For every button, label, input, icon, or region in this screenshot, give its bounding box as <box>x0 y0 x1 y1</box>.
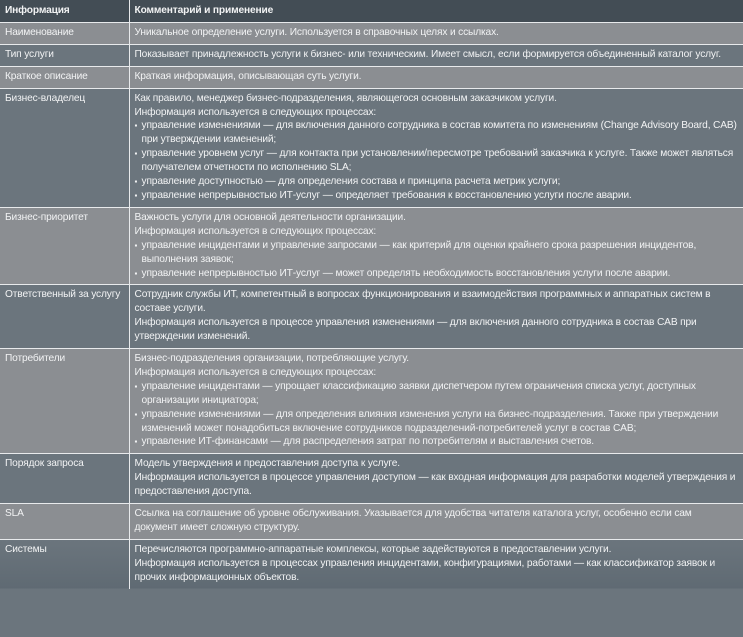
row-comment <box>129 66 743 88</box>
row-comment <box>129 504 743 540</box>
comment-bullet-item <box>135 147 738 175</box>
comment-line: Информация используется в следующих процессах: <box>134 225 377 237</box>
row-field-name: Бизнес-владелец <box>0 88 129 207</box>
row-field-name: Системы <box>0 539 129 588</box>
comment-line: Информация используется в следующих процессах: <box>134 366 377 378</box>
row-field-name: Бизнес-приоритет <box>0 207 129 285</box>
table-row <box>0 349 743 454</box>
bullet-icon: ▪ <box>134 437 138 447</box>
table-row <box>0 66 743 88</box>
row-comment <box>129 285 743 349</box>
comment-bullet-item <box>135 189 738 203</box>
comment-line: Модель утверждения и предоставления доступа к услуге. <box>134 458 400 470</box>
bullet-text: управление изменениями — для определения влияния изменения услуги на бизнес-подразделения. Также при утверждении изменений может понадобиться включение сотрудников подразделений-потребителей услуг в состав CAB; <box>141 408 719 434</box>
comment-line: Информация используется в процессе управления доступом — как входная информация для разработки моделей утверждения и предоставления доступа. <box>134 472 736 498</box>
comment-line: Краткая информация, описывающая суть услуги. <box>134 70 362 82</box>
comment-bullet-item <box>135 239 738 267</box>
bullet-icon: ▪ <box>134 149 138 159</box>
comment-line: Уникальное определение услуги. Используется в справочных целях и ссылках. <box>134 26 499 38</box>
row-comment <box>129 22 743 44</box>
comment-bullet-item <box>135 380 738 408</box>
comment-line: Сотрудник службы ИТ, компетентный в вопросах функционирования и взаимодействия программных и аппаратных систем в составе услуги. <box>134 289 711 315</box>
comment-line: Показывает принадлежность услуги к бизнес- или техническим. Имеет смысл, если формируется объединенный каталог услуг. <box>134 48 721 60</box>
table-header-row <box>0 0 743 22</box>
row-field-name: Наименование <box>0 22 129 44</box>
row-field-name: Порядок запроса <box>0 454 129 504</box>
header-comment: Комментарий и применение <box>129 0 743 22</box>
bullet-icon: ▪ <box>134 381 138 391</box>
row-field-name: Потребители <box>0 349 129 454</box>
bullet-text: управление изменениями — для включения данного сотрудника в состав комитета по изменениям (Change Advisory Board, CAB) при утверждении изменений; <box>141 120 737 146</box>
row-comment <box>129 44 743 66</box>
row-comment <box>129 454 743 504</box>
row-field-name: Краткое описание <box>0 66 129 88</box>
table-row <box>0 285 743 349</box>
bullet-text: управление непрерывностью ИТ-услуг — определяет требования к восстановлению услуги после аварии. <box>141 189 632 201</box>
bullet-text: управление уровнем услуг — для контакта при установлении/пересмотре требований заказчика к услуге. Также может являться получателем отчетности по исполнению SLA; <box>141 148 734 174</box>
row-comment <box>129 349 743 454</box>
bullet-text: управление доступностью — для определения состава и принципа расчета метрик услуги; <box>141 176 561 188</box>
bullet-icon: ▪ <box>134 190 138 200</box>
comment-line: Важность услуги для основной деятельности организации. <box>134 211 406 223</box>
bullet-icon: ▪ <box>134 177 138 187</box>
comment-line: Информация используется в процессах управления инцидентами, конфигурациями, работами — как классификатор заявок и прочих информационных объектов. <box>134 557 716 583</box>
bullet-text: управление ИТ-финансами — для распределения затрат по потребителям и выставления счетов. <box>141 436 594 448</box>
table-row <box>0 207 743 285</box>
bullet-icon: ▪ <box>134 240 138 250</box>
comment-bullet-item <box>135 175 738 189</box>
bullet-icon: ▪ <box>134 409 138 419</box>
bullet-icon: ▪ <box>134 121 138 131</box>
bullet-text: управление непрерывностью ИТ-услуг — может определять необходимость восстановления услуги после аварии. <box>141 267 671 279</box>
row-field-name: Ответственный за услугу <box>0 285 129 349</box>
comment-line: Как правило, менеджер бизнес-подразделения, являющегося основным заказчиком услуги. <box>134 92 557 104</box>
comment-line: Информация используется в процессе управления изменениями — для включения данного сотрудника в состав CAB при утверждении изменений. <box>134 317 697 343</box>
comment-line: Информация используется в следующих процессах: <box>134 106 377 118</box>
bullet-text: управление инцидентами и управление запросами — как критерий для оценки крайнего срока разрешения инцидентов, выполнения заявок; <box>141 239 697 265</box>
bullet-icon: ▪ <box>134 268 138 278</box>
row-comment <box>129 88 743 207</box>
comment-bullet-item <box>135 408 738 436</box>
table-row <box>0 88 743 207</box>
row-comment <box>129 207 743 285</box>
comment-line: Перечисляются программно-аппаратные комплексы, которые задействуются в предоставлении услуги. <box>134 543 612 555</box>
row-field-name: Тип услуги <box>0 44 129 66</box>
comment-bullet-item <box>135 435 738 449</box>
header-information: Информация <box>0 0 129 22</box>
table-row <box>0 539 743 588</box>
table-row <box>0 454 743 504</box>
table-row <box>0 504 743 540</box>
comment-bullet-item <box>135 267 738 281</box>
comment-line: Ссылка на соглашение об уровне обслуживания. Указывается для удобства читателя каталога услуг, особенно если сам документ имеет сложную структуру. <box>134 508 692 533</box>
comment-bullet-item <box>135 119 738 147</box>
row-comment <box>129 539 743 588</box>
row-field-name: SLA <box>0 504 129 540</box>
comment-line: Бизнес-подразделения организации, потребляющие услугу. <box>134 353 409 365</box>
table-row <box>0 22 743 44</box>
table-row <box>0 44 743 66</box>
bullet-text: управление инцидентами — упрощает классификацию заявки диспетчером путем ограничения списка услуг, доступных организации инициатора; <box>141 380 696 406</box>
